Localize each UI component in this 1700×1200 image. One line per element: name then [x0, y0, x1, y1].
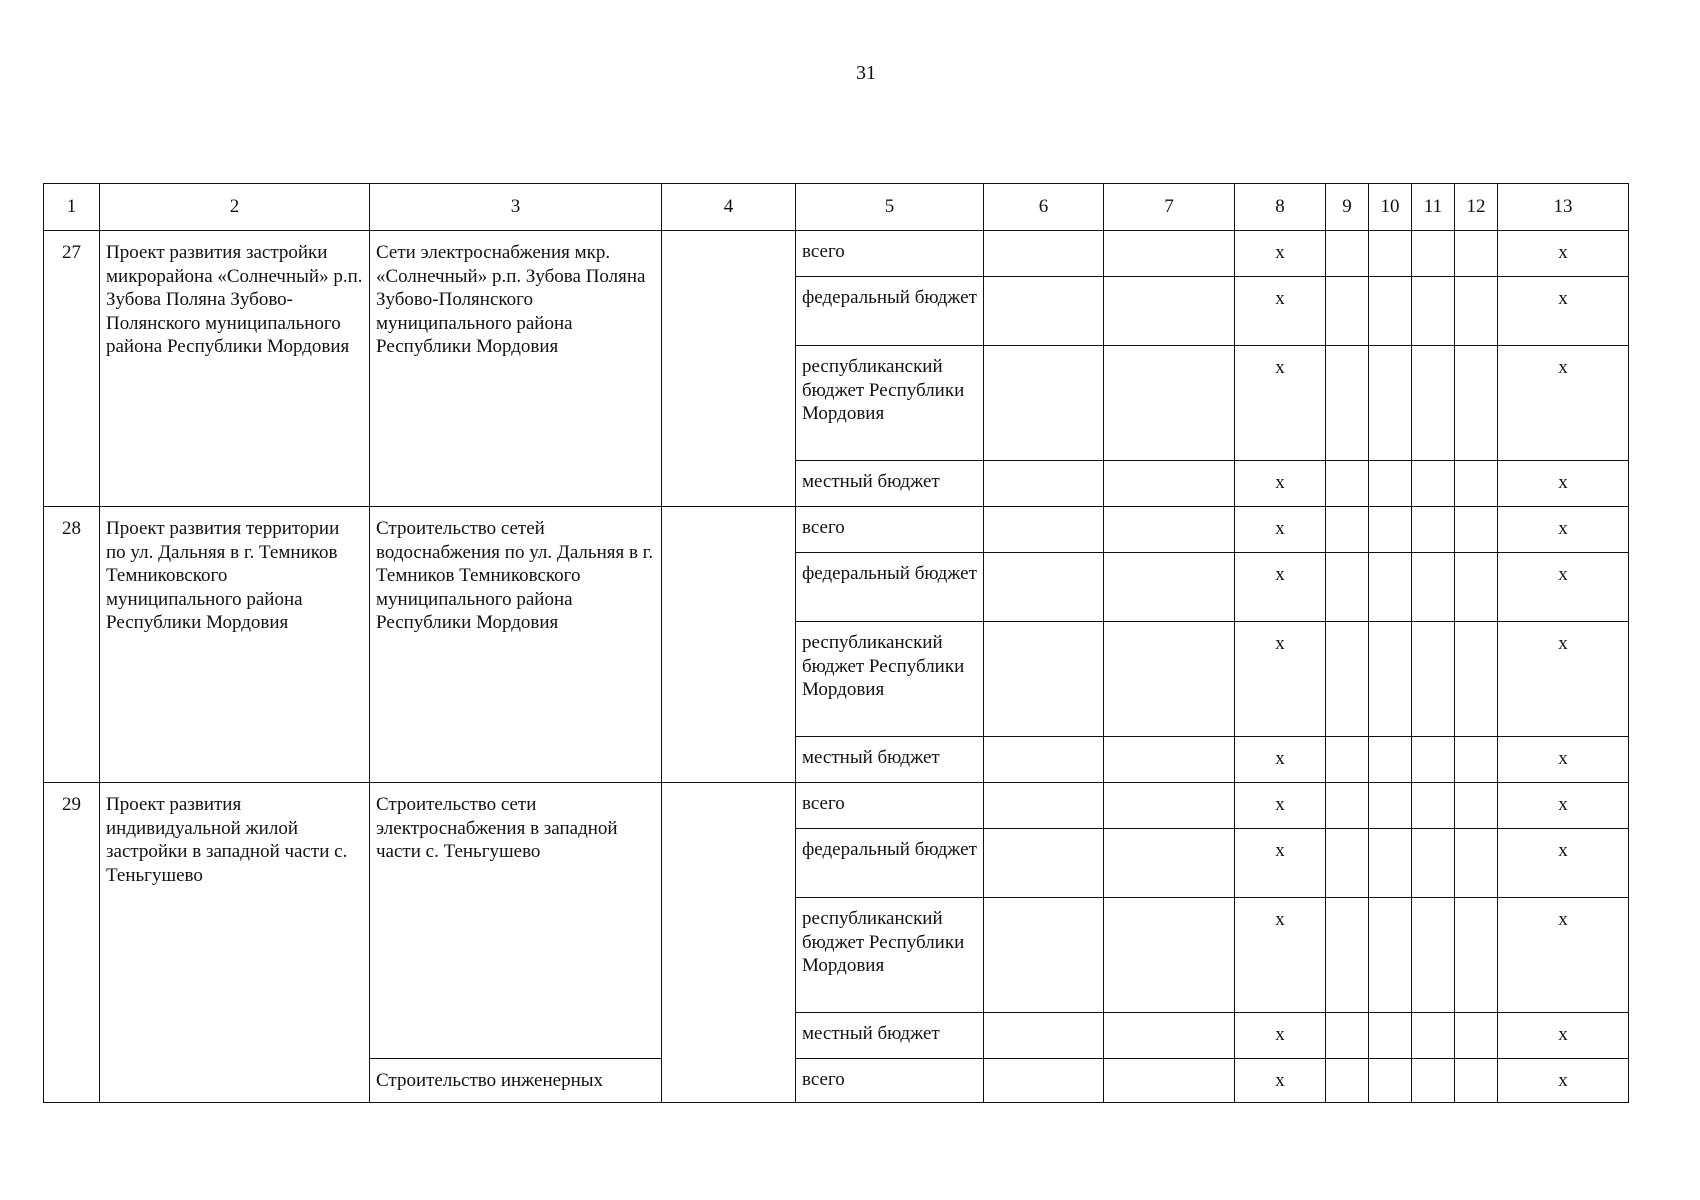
empty-cell [1104, 507, 1235, 553]
empty-cell [1412, 829, 1455, 898]
object-name: Строительство сетей водоснабжения по ул. Дальняя в г. Темников Темниковского муниципального района Республики Мордовия [370, 507, 662, 783]
table-row [44, 231, 1629, 277]
col13-mark: х [1498, 1059, 1629, 1103]
table-row [44, 783, 1629, 829]
empty-cell [1326, 898, 1369, 1013]
empty-cell [1455, 783, 1498, 829]
funding-source: местный бюджет [796, 737, 984, 783]
empty-cell [662, 507, 796, 783]
empty-cell [1104, 277, 1235, 346]
empty-cell [984, 737, 1104, 783]
empty-cell [1369, 898, 1412, 1013]
empty-cell [1412, 277, 1455, 346]
empty-cell [1455, 1013, 1498, 1059]
empty-cell [1369, 507, 1412, 553]
empty-cell [1369, 1059, 1412, 1103]
empty-cell [1104, 231, 1235, 277]
project-name: Проект развития индивидуальной жилой застройки в западной части с. Теньгушево [100, 783, 370, 1103]
empty-cell [1412, 507, 1455, 553]
funding-source: федеральный бюджет [796, 553, 984, 622]
empty-cell [1455, 277, 1498, 346]
funding-source: республиканский бюджет Республики Мордовия [796, 898, 984, 1013]
empty-cell [1369, 277, 1412, 346]
empty-cell [1104, 783, 1235, 829]
col13-mark: х [1498, 553, 1629, 622]
col13-mark: х [1498, 461, 1629, 507]
empty-cell [984, 231, 1104, 277]
row-number: 29 [44, 783, 100, 1103]
col-header-13: 13 [1498, 184, 1629, 231]
empty-cell [1412, 461, 1455, 507]
page-number: 31 [856, 62, 876, 84]
empty-cell [1369, 346, 1412, 461]
empty-cell [1104, 1013, 1235, 1059]
col8-mark: х [1235, 622, 1326, 737]
empty-cell [1369, 1013, 1412, 1059]
empty-cell [984, 1013, 1104, 1059]
empty-cell [662, 783, 796, 1103]
empty-cell [1455, 507, 1498, 553]
empty-cell [1455, 829, 1498, 898]
empty-cell [1455, 461, 1498, 507]
col8-mark: х [1235, 737, 1326, 783]
empty-cell [1104, 898, 1235, 1013]
col13-mark: х [1498, 231, 1629, 277]
col8-mark: х [1235, 898, 1326, 1013]
empty-cell [984, 622, 1104, 737]
header-row [44, 184, 1629, 231]
empty-cell [1455, 737, 1498, 783]
col13-mark: х [1498, 1013, 1629, 1059]
col-header-8: 8 [1235, 184, 1326, 231]
col13-mark: х [1498, 622, 1629, 737]
col8-mark: х [1235, 783, 1326, 829]
col8-mark: х [1235, 1013, 1326, 1059]
col-header-7: 7 [1104, 184, 1235, 231]
empty-cell [662, 231, 796, 507]
empty-cell [1104, 346, 1235, 461]
col-header-6: 6 [984, 184, 1104, 231]
empty-cell [1326, 346, 1369, 461]
empty-cell [984, 829, 1104, 898]
empty-cell [984, 277, 1104, 346]
empty-cell [1104, 553, 1235, 622]
empty-cell [984, 507, 1104, 553]
row-number: 28 [44, 507, 100, 783]
investment-table [43, 183, 1629, 1103]
col13-mark: х [1498, 783, 1629, 829]
funding-source: местный бюджет [796, 461, 984, 507]
col8-mark: х [1235, 277, 1326, 346]
col8-mark: х [1235, 507, 1326, 553]
col-header-1: 1 [44, 184, 100, 231]
funding-source: всего [796, 507, 984, 553]
empty-cell [1104, 737, 1235, 783]
empty-cell [984, 553, 1104, 622]
col8-mark: х [1235, 553, 1326, 622]
empty-cell [1369, 829, 1412, 898]
empty-cell [984, 1059, 1104, 1103]
empty-cell [1455, 1059, 1498, 1103]
empty-cell [1104, 461, 1235, 507]
empty-cell [1412, 737, 1455, 783]
col8-mark: х [1235, 1059, 1326, 1103]
object-name: Строительство сети электроснабжения в западной части с. Теньгушево [370, 783, 662, 1059]
empty-cell [1369, 461, 1412, 507]
funding-source: местный бюджет [796, 1013, 984, 1059]
empty-cell [984, 461, 1104, 507]
empty-cell [1455, 898, 1498, 1013]
table-row [44, 507, 1629, 553]
empty-cell [1412, 1013, 1455, 1059]
empty-cell [1326, 507, 1369, 553]
funding-source: федеральный бюджет [796, 277, 984, 346]
empty-cell [984, 346, 1104, 461]
empty-cell [1326, 277, 1369, 346]
empty-cell [1326, 231, 1369, 277]
col-header-9: 9 [1326, 184, 1369, 231]
row-number: 27 [44, 231, 100, 507]
empty-cell [1326, 1013, 1369, 1059]
empty-cell [1369, 783, 1412, 829]
empty-cell [1455, 231, 1498, 277]
empty-cell [984, 898, 1104, 1013]
col-header-10: 10 [1369, 184, 1412, 231]
col-header-11: 11 [1412, 184, 1455, 231]
col-header-2: 2 [100, 184, 370, 231]
empty-cell [1412, 1059, 1455, 1103]
funding-source: всего [796, 1059, 984, 1103]
col8-mark: х [1235, 829, 1326, 898]
col-header-4: 4 [662, 184, 796, 231]
object-name: Сети электроснабжения мкр. «Солнечный» р.п. Зубова Поляна Зубово-Полянского муниципального района Республики Мордовия [370, 231, 662, 507]
empty-cell [1104, 1059, 1235, 1103]
empty-cell [1455, 553, 1498, 622]
empty-cell [984, 783, 1104, 829]
empty-cell [1412, 553, 1455, 622]
empty-cell [1369, 553, 1412, 622]
funding-source: республиканский бюджет Республики Мордовия [796, 346, 984, 461]
empty-cell [1412, 231, 1455, 277]
empty-cell [1104, 622, 1235, 737]
empty-cell [1412, 898, 1455, 1013]
empty-cell [1104, 829, 1235, 898]
empty-cell [1455, 346, 1498, 461]
empty-cell [1326, 829, 1369, 898]
empty-cell [1369, 622, 1412, 737]
funding-source: всего [796, 783, 984, 829]
col13-mark: х [1498, 898, 1629, 1013]
empty-cell [1326, 553, 1369, 622]
empty-cell [1326, 461, 1369, 507]
project-name: Проект развития территории по ул. Дальняя в г. Темников Темниковского муниципального района Республики Мордовия [100, 507, 370, 783]
empty-cell [1412, 622, 1455, 737]
empty-cell [1455, 622, 1498, 737]
object-name: Строительство инженерных [370, 1059, 662, 1103]
empty-cell [1412, 783, 1455, 829]
empty-cell [1369, 737, 1412, 783]
col-header-5: 5 [796, 184, 984, 231]
col8-mark: х [1235, 346, 1326, 461]
empty-cell [1412, 346, 1455, 461]
funding-source: всего [796, 231, 984, 277]
col-header-12: 12 [1455, 184, 1498, 231]
col13-mark: х [1498, 346, 1629, 461]
empty-cell [1326, 737, 1369, 783]
funding-source: республиканский бюджет Республики Мордовия [796, 622, 984, 737]
col13-mark: х [1498, 737, 1629, 783]
empty-cell [1326, 783, 1369, 829]
col-header-3: 3 [370, 184, 662, 231]
col8-mark: х [1235, 461, 1326, 507]
project-name: Проект развития застройки микрорайона «Солнечный» р.п. Зубова Поляна Зубово-Полянского муниципального района Республики Мордовия [100, 231, 370, 507]
empty-cell [1326, 622, 1369, 737]
col13-mark: х [1498, 507, 1629, 553]
col8-mark: х [1235, 231, 1326, 277]
empty-cell [1326, 1059, 1369, 1103]
col13-mark: х [1498, 277, 1629, 346]
funding-source: федеральный бюджет [796, 829, 984, 898]
empty-cell [1369, 231, 1412, 277]
col13-mark: х [1498, 829, 1629, 898]
